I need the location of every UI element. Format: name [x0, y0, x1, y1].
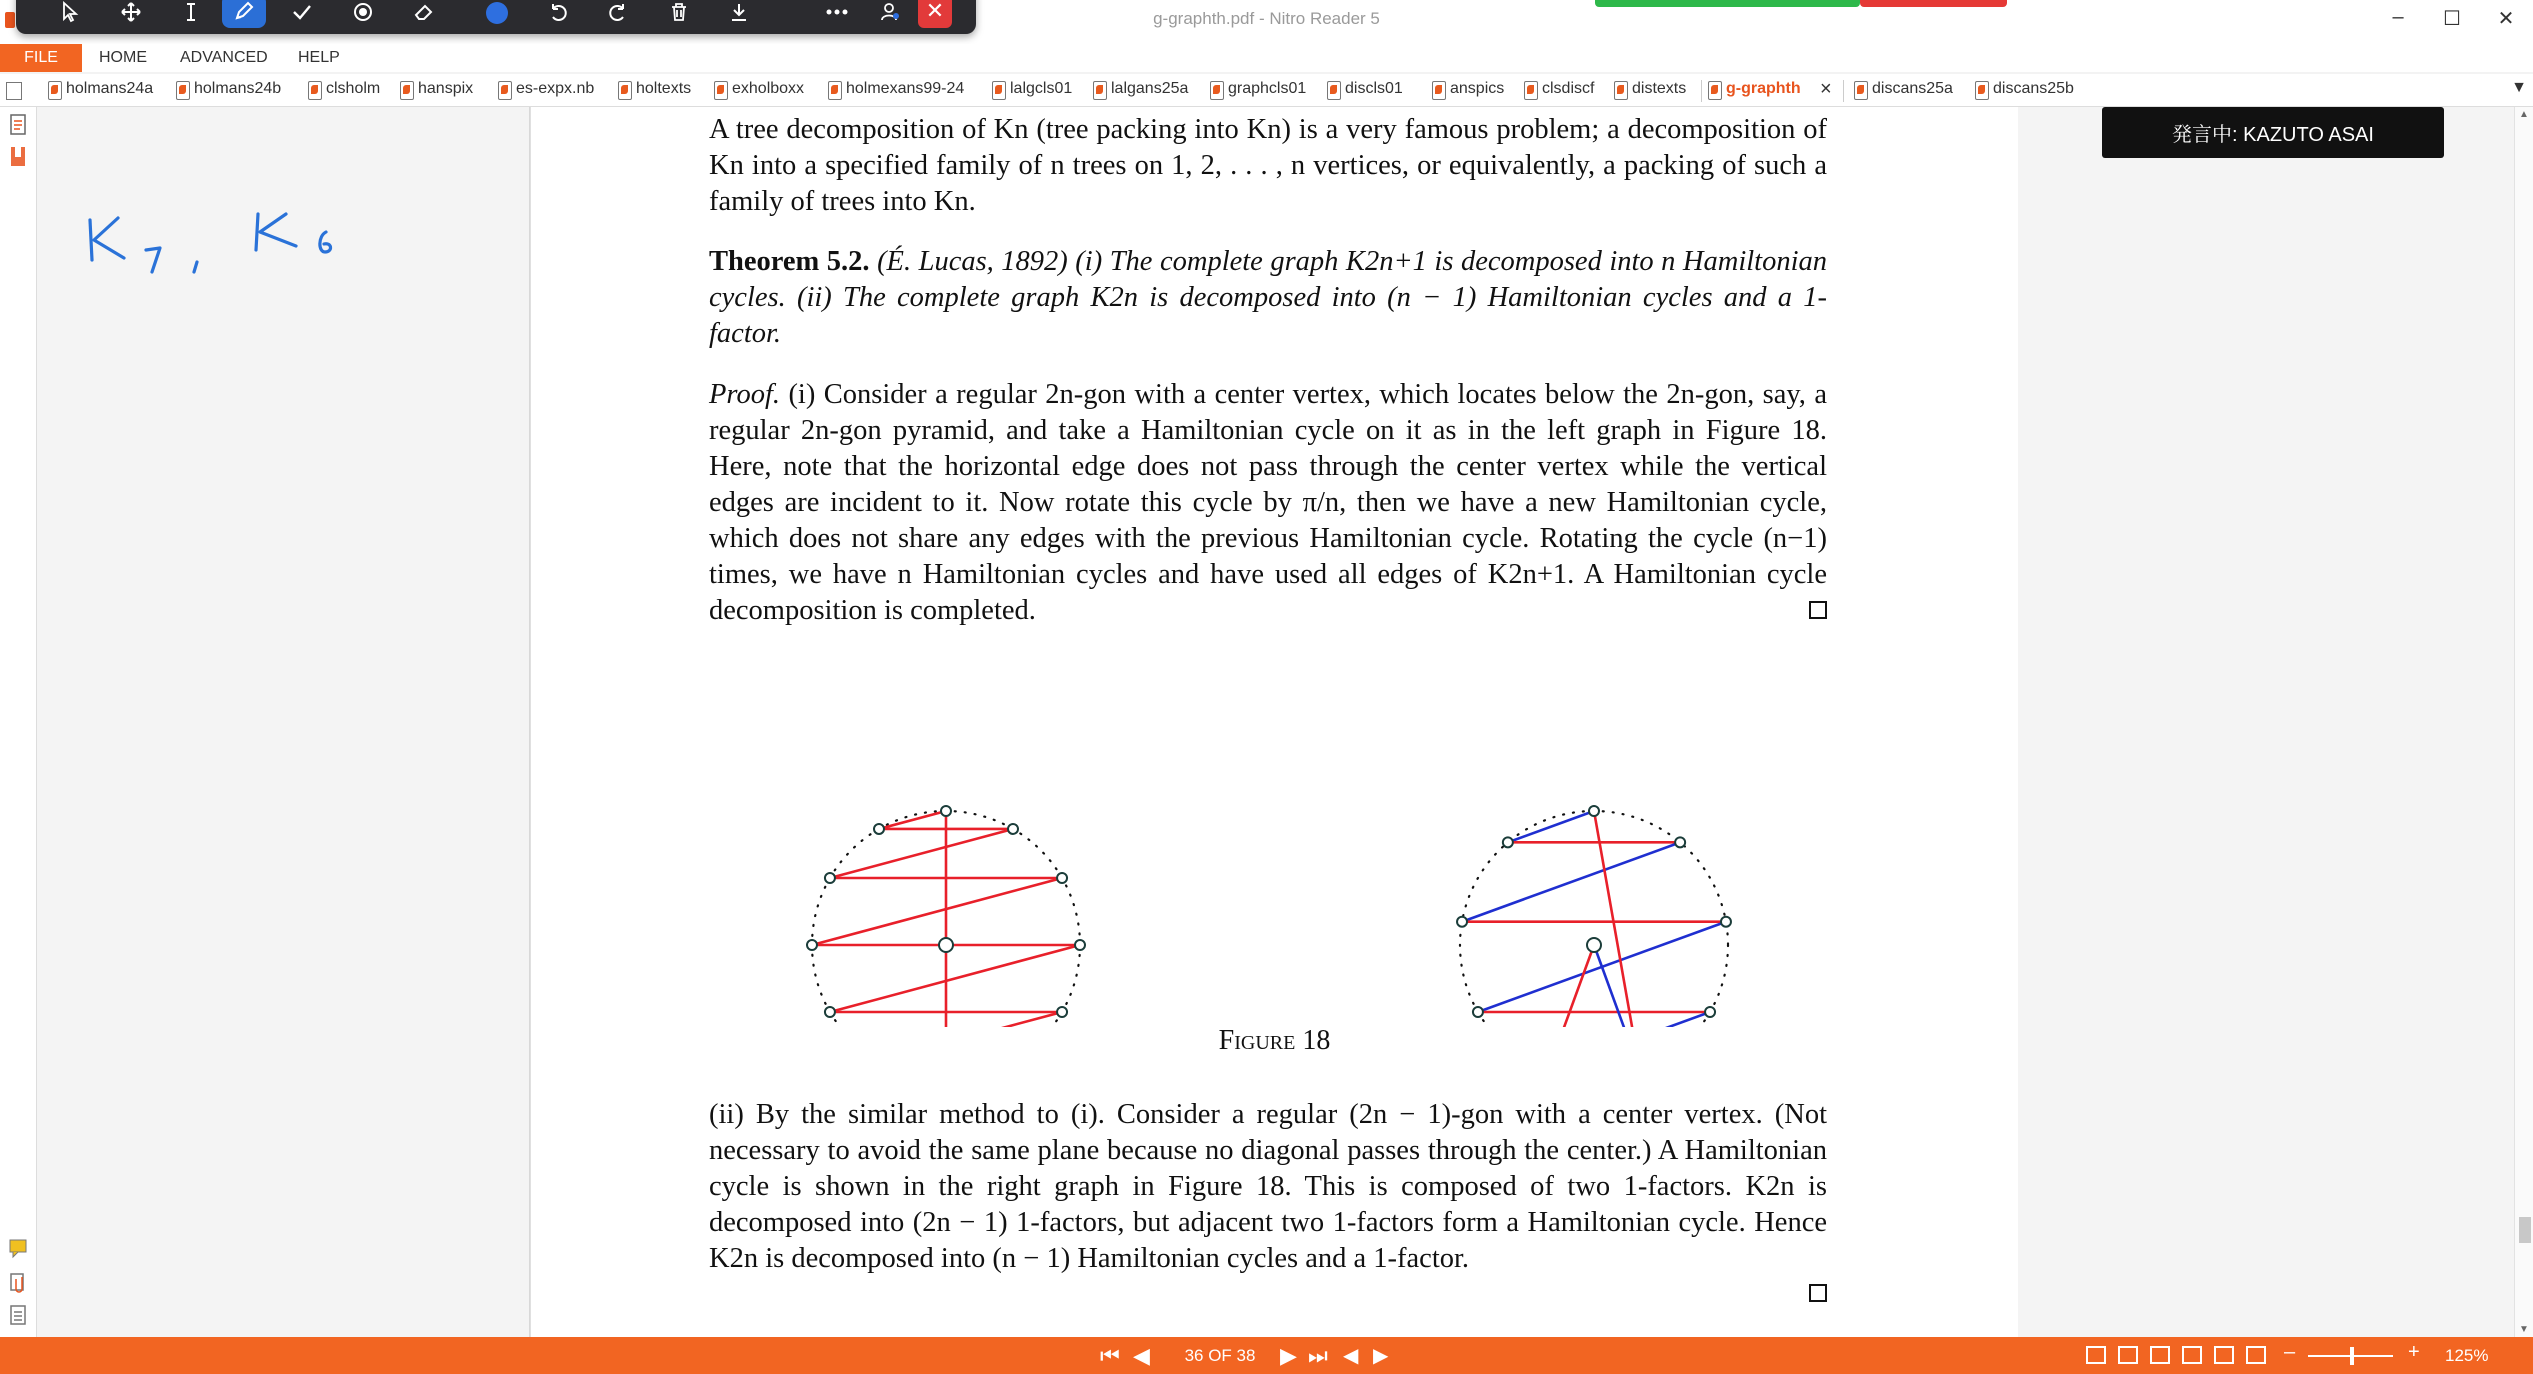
first-page-icon[interactable]: ⏮ [1100, 1343, 1120, 1368]
share-icon[interactable] [868, 0, 912, 34]
maximize-button[interactable]: ☐ [2443, 8, 2461, 30]
tab-lalgans25a[interactable]: lalgans25a [1091, 80, 1188, 98]
bookmarks-panel-icon[interactable] [8, 145, 28, 169]
zoom-slider-knob[interactable] [2350, 1347, 2354, 1365]
graph-vertex [1075, 940, 1085, 950]
figure-caption: Figure 18 [1218, 1025, 1331, 1056]
close-icon[interactable]: ✕ [918, 0, 952, 28]
next-view-icon[interactable]: ▶ [1373, 1345, 1389, 1367]
graph-vertex [941, 806, 951, 816]
menu-advanced[interactable]: ADVANCED [180, 49, 268, 66]
graph-edge [1594, 945, 1640, 1027]
attachments-panel-icon[interactable] [8, 1271, 28, 1295]
tab-es-expx[interactable]: es-expx.nb [496, 80, 594, 98]
tab-close-icon[interactable]: × [1820, 78, 1832, 100]
tab-discls01[interactable]: discls01 [1325, 80, 1403, 98]
previous-view-icon[interactable]: ◀ [1343, 1345, 1359, 1367]
graph-edge [812, 878, 1062, 945]
qed-box [1809, 601, 1827, 619]
graph-edge [1508, 811, 1594, 842]
graph-edge [1548, 945, 1594, 1027]
handwritten-annotation [80, 200, 360, 300]
graph-vertex [1589, 806, 1599, 816]
zoom-out-button[interactable]: – [2284, 1341, 2296, 1363]
continuous-view-icon[interactable] [2118, 1346, 2138, 1364]
page-indicator[interactable]: 36 OF 38 [1184, 1346, 1256, 1365]
zoom-level[interactable]: 125% [2445, 1346, 2489, 1365]
pdf-page [530, 107, 2019, 1337]
graph-vertex [1473, 1007, 1483, 1017]
tab-separator [1701, 80, 1702, 102]
document-tab-bar [0, 74, 2533, 107]
trash-icon[interactable] [657, 0, 701, 34]
menu-help[interactable]: HELP [298, 49, 340, 66]
select-arrow-icon[interactable] [48, 0, 92, 34]
tab-clsholm[interactable]: clsholm [306, 80, 380, 98]
status-bar [0, 1337, 2533, 1374]
tab-lalgcls01[interactable]: lalgcls01 [990, 80, 1072, 98]
paragraph-part-ii: (ii) By the similar method to (i). Consider a regular (2n − 1)-gon with a center vertex. (Not necessary to avoid the same plane because no diagonal passes through the center.) A Hamiltonian cycle is shown in the right graph in Figure 18. This is composed of two 1-factors. K2n is decomposed into (2n − 1) 1-factors, but adjacent two 1-factors form a Hamiltonian cycle. Hence K2n is decomposed into (n − 1) Hamiltonian cycles and a 1-factor. [709, 1099, 1827, 1274]
vertical-scrollbar[interactable] [2514, 107, 2533, 1337]
theorem-label: Theorem 5.2. [709, 246, 870, 277]
graph-vertex [1705, 1007, 1715, 1017]
full-screen-icon[interactable] [2246, 1346, 2266, 1364]
center-vertex [1587, 938, 1601, 952]
graph-vertex [1057, 873, 1067, 883]
tab-overflow-chevron-icon[interactable]: ▼ [2511, 79, 2527, 96]
pan-icon[interactable] [109, 0, 153, 34]
tab-distexts[interactable]: distexts [1612, 80, 1686, 98]
tab-clsdiscf[interactable]: clsdiscf [1522, 80, 1594, 98]
graph-vertex [874, 824, 884, 834]
close-window-button[interactable]: ✕ [2497, 8, 2515, 30]
recording-progress-green [1595, 0, 1860, 7]
tab-exholboxx[interactable]: exholboxx [712, 80, 804, 98]
zoom-in-button[interactable]: + [2408, 1341, 2420, 1363]
left-icon-strip [0, 107, 37, 1337]
previous-page-icon[interactable]: ◀ [1133, 1343, 1150, 1368]
facing-continuous-view-icon[interactable] [2182, 1346, 2202, 1364]
graph-edge [830, 945, 1080, 1012]
recording-progress-red [1860, 0, 2007, 7]
fit-width-icon[interactable] [2214, 1346, 2234, 1364]
comments-panel-icon[interactable] [8, 1237, 28, 1261]
graph-vertex [1503, 837, 1513, 847]
scroll-down-icon[interactable]: ▼ [2519, 1324, 2529, 1335]
pages-panel-icon[interactable] [8, 113, 28, 137]
qed-box [1809, 1284, 1827, 1302]
graph-vertex [807, 940, 817, 950]
menu-bar [0, 44, 2533, 72]
speaker-indicator: 発言中: KAZUTO ASAI [2102, 107, 2444, 158]
paragraph-tree-decomposition: A tree decomposition of Kn (tree packing into Kn) is a very famous problem; a decomposition of Kn into a specified family of n trees on 1, 2, . . . , n vertices, or equivalently, a packing of such a family of trees into Kn. [709, 114, 1827, 217]
graph-vertex [825, 873, 835, 883]
menu-file[interactable]: FILE [0, 44, 82, 72]
facing-view-icon[interactable] [2150, 1346, 2170, 1364]
output-panel-icon[interactable] [8, 1303, 28, 1327]
graph-vertex [1721, 917, 1731, 927]
window-title: g-graphth.pdf - Nitro Reader 5 [1153, 9, 1380, 28]
menu-home[interactable]: HOME [99, 49, 147, 66]
tab-discans25a[interactable]: discans25a [1852, 80, 1953, 98]
stamp-icon[interactable] [341, 0, 385, 34]
graph-vertex [1675, 837, 1685, 847]
graph-edge [830, 829, 1013, 878]
tab-g-graphth[interactable]: g-graphth [1706, 80, 1801, 98]
tab-holmans24a[interactable]: holmans24a [46, 80, 153, 98]
tab-list-icon[interactable] [6, 82, 22, 100]
undo-icon[interactable] [536, 0, 580, 34]
right-panel [2018, 107, 2514, 1337]
graph-edge [879, 811, 946, 829]
download-icon[interactable] [717, 0, 761, 34]
annotation-toolbar [16, 0, 976, 34]
graph-vertex [1457, 917, 1467, 927]
last-page-icon[interactable]: ⏭ [1308, 1343, 1328, 1368]
next-page-icon[interactable]: ▶ [1280, 1343, 1297, 1368]
center-vertex [939, 938, 953, 952]
theorem-block [709, 244, 1827, 352]
minimize-button[interactable]: – [2392, 6, 2404, 28]
theorem-text: (É. Lucas, 1892) (i) The complete graph K2n+1 is decomposed into n Hamiltonian cycles. (ii) The complete graph K2n is decomposed into (n − 1) Hamiltonian cycles and a 1-factor. [709, 246, 1828, 349]
proof-text: (i) Consider a regular 2n-gon with a center vertex, which locates below the 2n-gon, say, a regular 2n-gon pyramid, and take a Hamiltonian cycle on it as in the left graph in Figure 18. Here, note that the horizontal edge does not pass through the center vertex while the vertical edges are incident to it. Now rotate this cycle by π/n, then we have a new Hamiltonian cycle, which does not share any edges with the previous Hamiltonian cycle. Rotating the cycle (n−1) times, we have n Hamiltonian cycles and have used all edges of K2n+1. A Hamiltonian cycle decomposition is completed. [709, 379, 1828, 626]
redo-icon[interactable] [596, 0, 640, 34]
tab-discans25b[interactable]: discans25b [1973, 80, 2074, 98]
tab-holmexans99-24[interactable]: holmexans99-24 [826, 80, 964, 98]
tab-anspics[interactable]: anspics [1430, 80, 1504, 98]
tab-holmans24b[interactable]: holmans24b [174, 80, 281, 98]
tab-separator [1843, 80, 1844, 102]
single-page-view-icon[interactable] [2086, 1346, 2106, 1364]
graph-vertex [825, 1007, 835, 1017]
check-icon[interactable] [280, 0, 324, 34]
proof-label: Proof. [709, 379, 780, 410]
graph-vertex [1008, 824, 1018, 834]
tab-holtexts[interactable]: holtexts [616, 80, 691, 98]
more-icon[interactable] [815, 0, 859, 34]
tab-hanspix[interactable]: hanspix [398, 80, 473, 98]
color-dot-icon[interactable] [486, 2, 508, 24]
graph-vertex [1057, 1007, 1067, 1017]
proof-block [709, 377, 1827, 629]
figure-18 [531, 687, 2018, 1027]
scroll-up-icon[interactable]: ▲ [2519, 109, 2529, 120]
scrollbar-thumb[interactable] [2519, 1217, 2531, 1243]
text-cursor-icon[interactable] [169, 0, 213, 34]
tab-graphcls01[interactable]: graphcls01 [1208, 80, 1306, 98]
eraser-icon[interactable] [402, 0, 446, 34]
pen-icon[interactable] [222, 0, 266, 28]
